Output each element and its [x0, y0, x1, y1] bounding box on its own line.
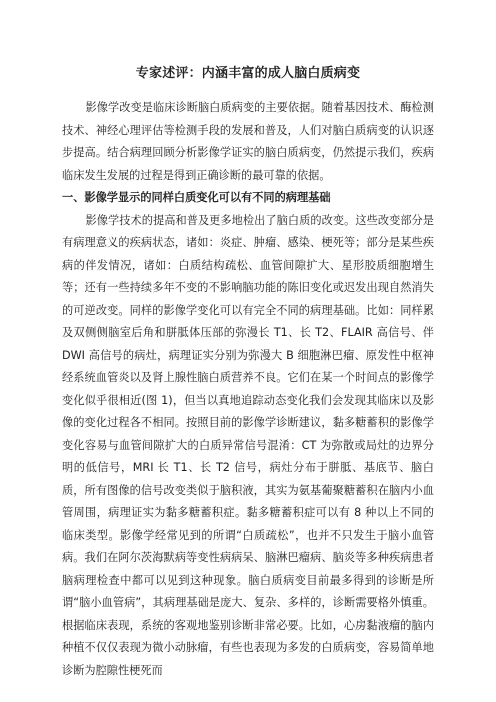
section-body-paragraph: 影像学技术的提高和普及更多地检出了脑白质的改变。这些改变部分是有病理意义的疾病状态，诸如：炎症、肿瘤、感染、梗死等；部分是某些疾病的伴发情况，诸如：白质结构疏松、血管间隙扩大、星形胶质细胞增生等；还有一些持续多年不变的不影响脑功能的陈旧变化或迟发出现自然消失的可逆改变。同样的影像学变化可以有完全不同的病理基础。比如：同样累及双侧侧脑室后角和胼胝体压部的弥漫长 T1、长 T2、FLAIR 高信号、伴 DWI 高信号的病灶，病理证实分别为弥漫大 B 细胞淋巴瘤、原发性中枢神经系统血管炎以及肾上腺性脑白质营养不良。它们在某一个时间点的影像学变化似乎很相近(图 1)，但当以真地追踪动态变化我们会发现其临床以及影像的变化过程各不相同。按照目前的影像学诊断建议，黏多糖蓄积的影像学变化容易与血管间隙扩大的白质异常信号混淆：CT 为弥散或局灶的边界分明的低信号，MRI 长 T1、长 T2 信号，病灶分布于胼胝、基底节、脑白质，所有图像的信号改变类似于脑积液，其实为氨基葡聚糖蓄积在脑内小血管周围，病理证实为黏多糖蓄积症。黏多糖蓄积症可以有 8 种以上不同的临床类型。影像学经常见到的所谓“白质疏松”，也并不只发生于脑小血管病。我们在阿尔茨海默病等变性病病呆、脑淋巴瘤病、脑炎等多种疾病患者脑病理检查中都可以见到这种现象。脑白质病变目前最多得到的诊断是所谓“脑小血管病”，其病理基础是庞大、复杂、多样的，诊断需要格外慎重。根据临床表现，系统的客观地鉴别诊断非常必要。比如，心房黏液瘤的脑内种植不仅仅表现为微小动脉瘤，有些也表现为多发的白质病变，容易简单地诊断为腔隙性梗死而: [62, 213, 434, 677]
intro-paragraph: 影像学改变是临床诊断脑白质病变的主要依据。随着基因技术、酶检测技术、神经心理评估等检测手段的发展和普及，人们对脑白质病变的认识逐步提高。结合病理回顾分析影像学证实的脑白质病变，仍然提示我们，疾病临床发生发展的过程是得到正确诊断的最可靠的依据。: [62, 101, 434, 182]
section-heading: 一、影像学显示的同样白质变化可以有不同的病理基础: [62, 191, 331, 204]
document-title: 专家述评：内涵丰富的成人脑白质病变: [135, 66, 361, 81]
